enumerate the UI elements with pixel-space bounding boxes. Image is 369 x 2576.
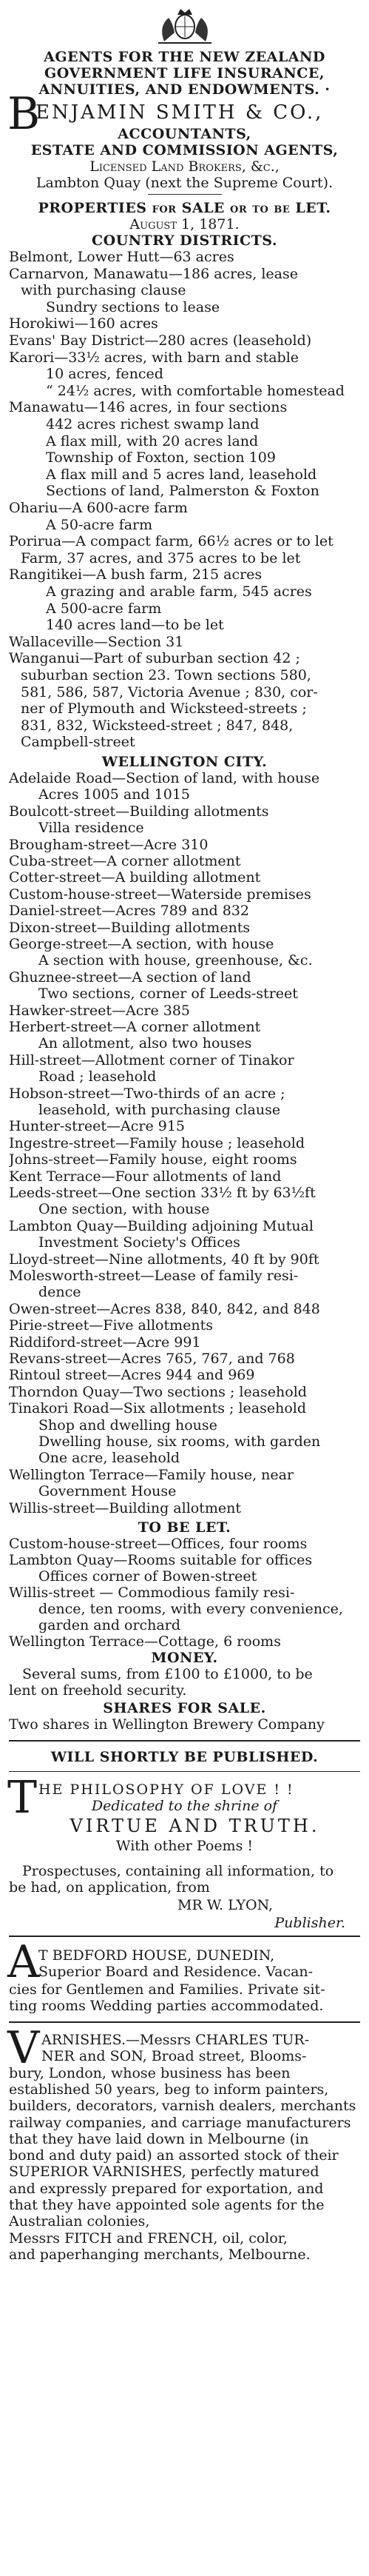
country-line: 442 acres richest swamp land — [46, 416, 260, 432]
country-line: Manawatu—146 acres, in four sections — [9, 399, 288, 416]
money-heading: MONEY. — [151, 1650, 218, 1666]
bedford-dropcap: A — [7, 1936, 40, 1988]
city-line: Wellington Terrace—Family house, near — [9, 1466, 294, 1483]
properties-heading: PROPERTIES for SALE or to be LET. — [38, 200, 331, 216]
country-line: with purchasing clause — [21, 282, 186, 299]
varnishes-line: that they have laid down in Melbourne (in — [9, 2130, 309, 2147]
money-line-1: Several sums, from £100 to £1000, to be — [22, 1666, 313, 1682]
country-line: Wanganui—Part of suburban section 42 ; — [9, 650, 300, 667]
country-line: Porirua—A compact farm, 66½ acres or to let — [9, 533, 334, 550]
city-line: Tinakori Road—Six allotments ; leasehold — [9, 1400, 307, 1417]
firm-line-1: ACCOUNTANTS, — [118, 126, 251, 142]
city-line: George-street—A section, with house — [9, 936, 274, 952]
book-prospectus-2: be had, on application, from — [9, 1879, 210, 1896]
govt-notice-title-2: GOVERNMENT LIFE INSURANCE, — [44, 65, 325, 81]
city-line: Boulcott-street—Building allotments — [9, 803, 269, 820]
country-line: Wallaceville—Section 31 — [9, 633, 184, 650]
city-line: Riddiford-street—Acre 991 — [9, 1334, 201, 1351]
country-line: Evans' Bay District—280 acres (leasehold) — [9, 332, 312, 349]
country-line: 10 acres, fenced — [46, 366, 163, 383]
varnishes-line: railway companies, and carriage manufacturers — [9, 2114, 351, 2131]
country-line: suburban section 23. Town sections 580, — [21, 667, 311, 683]
country-line: 831, 832, Wicksteed-street ; 847, 848, — [21, 717, 294, 734]
varnishes-line: SUPERIOR VARNISHES, perfectly matured — [9, 2164, 319, 2181]
book-prospectus-1: Prospectuses, containing all information, to — [22, 1863, 334, 1879]
properties-date: August 1, 1871. — [129, 216, 240, 232]
city-line: An allotment, also two houses — [38, 1035, 252, 1052]
city-line: Ghuznee-street—A section of land — [9, 968, 251, 986]
varnishes-line: and paperhanging merchants, Melbourne. — [9, 2246, 311, 2263]
to-let-line: Offices corner of Bowen-street — [38, 1568, 257, 1585]
city-line: Leeds-street—One section 33½ ft by 63½ft — [9, 1185, 316, 1201]
city-line: One acre, leasehold — [38, 1450, 180, 1467]
bedford-line-1: T BEDFORD HOUSE, DUNEDIN, — [38, 1947, 275, 1964]
city-line: Ingestre-street—Family house ; leasehold — [9, 1134, 305, 1151]
varnishes-line: that they have appointed sole agents for the — [9, 2197, 325, 2213]
city-line: Custom-house-street—Waterside premises — [9, 886, 311, 903]
varnishes-line: ARNISHES.—Messrs CHARLES TUR- — [41, 2032, 310, 2048]
book-line-1: HE PHILOSOPHY OF LOVE ! ! — [38, 1782, 294, 1798]
bedford-line-4: ting rooms Wedding parties accommodated. — [9, 1998, 324, 2014]
city-line: Hobson-street—Two-thirds of an acre ; — [9, 1085, 285, 1102]
city-line: Adelaide Road—Section of land, with house — [9, 770, 320, 786]
firm-name: ENJAMIN SMITH & CO., — [35, 102, 324, 123]
country-line: A 500-acre farm — [46, 600, 162, 617]
to-let-heading: TO BE LET. — [138, 1519, 231, 1536]
city-line: Dixon-street—Building allotments — [9, 919, 251, 936]
short-divider — [148, 194, 222, 195]
to-let-line: Willis-street — Commodious family resi- — [9, 1585, 295, 1601]
city-line: Cuba-street—A corner allotment — [9, 853, 241, 869]
city-line: Road ; leasehold — [38, 1068, 157, 1085]
varnishes-line: builders, decorators, varnish dealers, merchants — [9, 2098, 356, 2115]
country-line: Sections of land, Palmerston & Foxton — [46, 483, 319, 500]
city-line: Dwelling house, six rooms, with garden — [38, 1433, 321, 1450]
city-line: Acres 1005 and 1015 — [38, 786, 190, 803]
city-line: Hill-street—Allotment corner of Tinakor — [9, 1051, 294, 1068]
city-line: Villa residence — [38, 820, 144, 837]
city-line: Lambton Quay—Building adjoining Mutual — [9, 1217, 314, 1234]
firm-line-2: ESTATE AND COMMISSION AGENTS, — [30, 142, 339, 158]
city-line: leasehold, with purchasing clause — [38, 1102, 281, 1118]
book-line-3: VIRTUE AND TRUTH. — [70, 1816, 320, 1836]
varnishes-line: bond and duty paid) an assorted stock of their — [9, 2147, 339, 2164]
to-let-line: dence, ten rooms, with every convenience, — [38, 1601, 343, 1617]
varnishes-line: Australian colonies, — [9, 2213, 150, 2230]
section-rule — [9, 1740, 360, 1742]
city-line: Shop and dwelling house — [38, 1416, 217, 1433]
country-heading: COUNTRY DISTRICTS. — [92, 232, 277, 249]
city-line: Willis-street—Building allotment — [9, 1499, 241, 1516]
country-line: Township of Foxton, section 109 — [46, 449, 276, 466]
book-agent-role: Publisher. — [274, 1915, 345, 1931]
country-line: Horokiwi—160 acres — [9, 315, 158, 332]
section-rule — [9, 1771, 360, 1772]
country-line: Ohariu—A 600-acre farm — [9, 500, 188, 516]
city-line: Molesworth-street—Lease of family resi- — [9, 1268, 299, 1284]
firm-dropcap: B — [7, 88, 41, 140]
city-line: A section with house, greenhouse, &c. — [38, 952, 313, 969]
city-heading: WELLINGTON CITY. — [101, 754, 268, 770]
varnishes-line: Messrs FITCH and FRENCH, oil, color, — [9, 2229, 288, 2247]
city-line: One section, with house — [38, 1201, 210, 1218]
to-let-line: Wellington Terrace—Cottage, 6 rooms — [9, 1633, 281, 1650]
country-line: Karori—33½ acres, with barn and stable — [9, 349, 299, 366]
city-line: Hawker-street—Acre 385 — [9, 1002, 191, 1019]
varnishes-line: bury, London, whose business has been — [9, 2064, 291, 2081]
to-let-line: garden and orchard — [38, 1617, 180, 1633]
bedford-line-2: Superior Board and Residence. Vacan- — [38, 1964, 314, 1980]
section-rule — [9, 1936, 360, 1937]
city-line: Thorndon Quay—Two sections ; leasehold — [9, 1383, 307, 1400]
country-line: Carnarvon, Manawatu—186 acres, lease — [9, 265, 298, 282]
section-rule — [9, 2021, 360, 2023]
city-line: Two sections, corner of Leeds-street — [38, 986, 298, 1003]
to-let-line: Lambton Quay—Rooms suitable for offices — [9, 1552, 313, 1568]
city-line: Investment Society's Offices — [38, 1234, 240, 1251]
country-line: A grazing and arable farm, 545 acres — [46, 583, 312, 600]
city-line: Government House — [38, 1483, 177, 1500]
bedford-line-3: cies for Gentlemen and Families. Private sit- — [9, 1981, 325, 1998]
country-line: Rangitikei—A bush farm, 215 acres — [9, 566, 263, 583]
city-line: Johns-street—Family house, eight rooms — [9, 1151, 297, 1168]
city-line: Brougham-street—Acre 310 — [9, 836, 209, 853]
book-line-2: Dedicated to the shrine of — [91, 1798, 278, 1814]
country-line: Belmont, Lower Hutt—63 acres — [9, 249, 234, 265]
firm-line-3: Licensed Land Brokers, &c., — [89, 158, 280, 175]
varnishes-dropcap: V — [7, 2022, 40, 2074]
varnishes-line: NER and SON, Broad street, Blooms- — [41, 2048, 307, 2065]
city-line: Rintoul street—Acres 944 and 969 — [9, 1367, 255, 1384]
shares-line: Two shares in Wellington Brewery Company — [9, 1716, 325, 1733]
country-line: ner of Plymouth and Wicksteed-streets ; — [21, 700, 307, 717]
country-line: 140 acres land—to be let — [46, 617, 224, 634]
city-line: Herbert-street—A corner allotment — [9, 1019, 261, 1035]
book-heading: WILL SHORTLY BE PUBLISHED. — [50, 1749, 319, 1765]
govt-notice-title-1: AGENTS FOR THE NEW ZEALAND — [44, 49, 325, 65]
city-line: Lloyd-street—Nine allotments, 40 ft by 90ft — [9, 1251, 319, 1268]
country-line: A flax mill, with 20 acres land — [46, 432, 259, 449]
country-line: 581, 586, 587, Victoria Avenue ; 830, cor- — [21, 683, 318, 700]
country-line: Sundry sections to lease — [46, 298, 220, 315]
city-line: Pirie-street—Five allotments — [9, 1317, 213, 1334]
book-dropcap: T — [7, 1772, 38, 1824]
money-line-2: lent on freehold security. — [9, 1682, 187, 1699]
royal-coat-of-arms-icon — [148, 4, 222, 46]
country-line: Farm, 37 acres, and 375 acres to be let — [21, 549, 301, 566]
city-line: Kent Terrace—Four allotments of land — [9, 1168, 282, 1185]
country-line: A flax mill and 5 acres land, leasehold — [46, 466, 317, 483]
book-agent: MR W. LYON, — [177, 1897, 274, 1913]
govt-notice-title-3: ANNUITIES, AND ENDOWMENTS. · — [38, 81, 331, 98]
varnishes-line: and expressly prepared for exportation, and — [9, 2180, 324, 2197]
country-line: A 50-acre farm — [46, 516, 153, 533]
city-line: Revans-street—Acres 765, 767, and 768 — [9, 1351, 295, 1367]
city-line: Daniel-street—Acres 789 and 832 — [9, 903, 250, 920]
book-line-4: With other Poems ! — [116, 1838, 253, 1854]
shares-heading: SHARES FOR SALE. — [103, 1700, 266, 1716]
country-line: Campbell-street — [21, 734, 135, 751]
to-let-line: Custom-house-street—Offices, four rooms — [9, 1536, 308, 1552]
city-line: Cotter-street—A building allotment — [9, 869, 261, 886]
varnishes-line: established 50 years, beg to inform painters, — [9, 2081, 329, 2098]
firm-line-4: Lambton Quay (next the Supreme Court). — [35, 175, 334, 191]
city-line: Owen-street—Acres 838, 840, 842, and 848 — [9, 1300, 320, 1317]
city-line: Hunter-street—Acre 915 — [9, 1118, 186, 1135]
city-line: dence — [38, 1284, 81, 1301]
country-line: “ 24½ acres, with comfortable homestead — [46, 382, 345, 399]
